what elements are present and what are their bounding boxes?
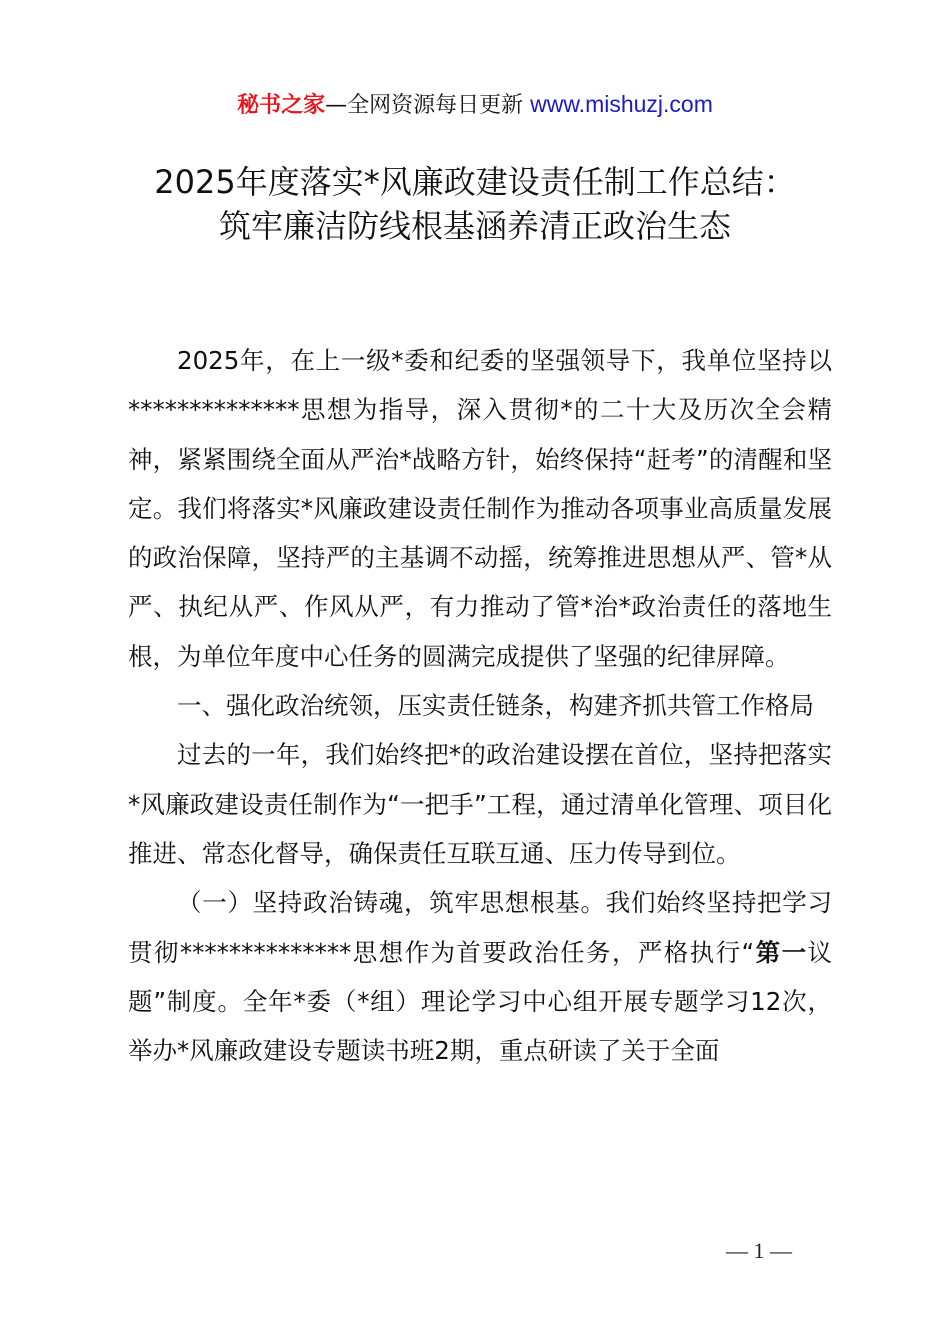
title-line-1: 2025年度落实*风廉政建设责任制工作总结： bbox=[154, 163, 796, 201]
title-line-2: 筑牢廉洁防线根基涵养清正政治生态 bbox=[218, 207, 731, 245]
paragraph-section-1: 过去的一年，我们始终把*的政治建设摆在首位，坚持把落实*风廉政建设责任制作为“一把手”工程，通过清单化管理、项目化推进、常态化督导，确保责任互联互通、压力传导到位。 bbox=[128, 740, 832, 868]
subsection-bold-text: 第一 bbox=[754, 937, 808, 967]
site-banner bbox=[0, 88, 950, 122]
subsection-text-b: 议题”制度。全年*委（*组）理论学习中心组开展专题学习12次，举办*风廉政建设专题读书班2期，重点研读了关于全面 bbox=[128, 937, 832, 1066]
banner-tagline: —全网资源每日更新 bbox=[325, 93, 524, 118]
banner-url-link[interactable]: www.mishuzj.com bbox=[530, 91, 713, 117]
banner-brand: 秘书之家 bbox=[237, 93, 326, 118]
page-number: — 1 — bbox=[726, 1238, 792, 1263]
document-body bbox=[128, 336, 832, 1075]
document-title bbox=[0, 160, 950, 248]
section-heading-1: 一、强化政治统领，压实责任链条，构建齐抓共管工作格局 bbox=[177, 691, 814, 721]
paragraph-intro: 2025年，在上一级*委和纪委的坚强领导下，我单位坚持以**************思想为指导，深入贯彻*的二十大及历次全会精神，紧紧围绕全面从严治*战略方针，始终保持“赶考”的清醒和坚定。我们将落实*风廉政建设责任制作为推动各项事业高质量发展的政治保障，坚持严的主基调不动摇，统筹推进思想从严、管*从严、执纪从严、作风从严，有力推动了管*治*政治责任的落地生根，为单位年度中心任务的圆满完成提供了坚强的纪律屏障。 bbox=[128, 346, 832, 671]
paragraph-subsection-1 bbox=[128, 878, 832, 1075]
subsection-text-a: （一）坚持政治铸魂，筑牢思想根基。我们始终坚持把学习贯彻**************思想作为首要政治任务，严格执行“ bbox=[128, 888, 832, 967]
